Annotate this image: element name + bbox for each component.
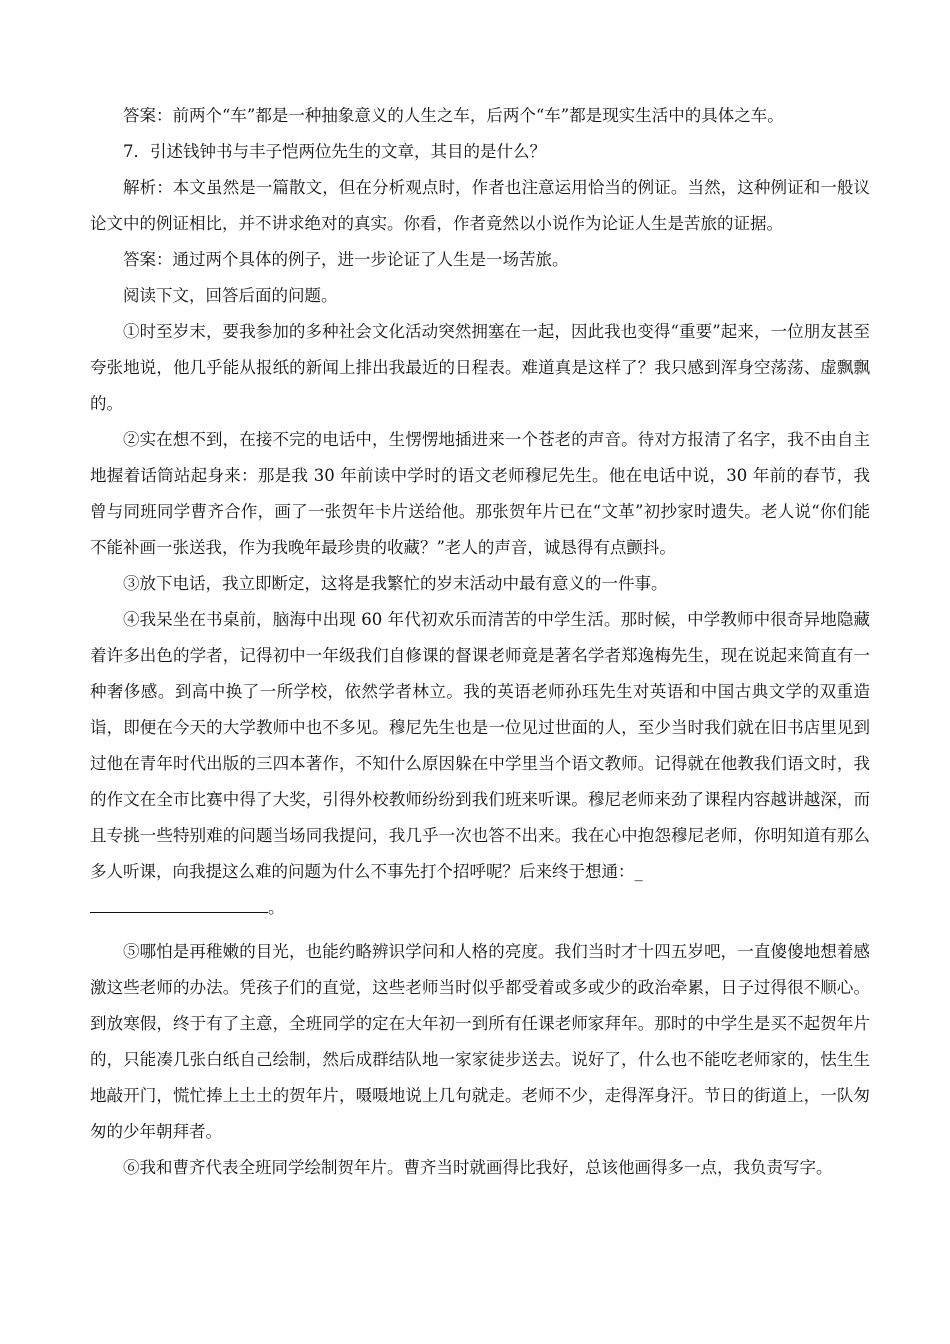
passage-paragraph-6: ⑥我和曹齐代表全班同学绘制贺年片。曹齐当时就画得比我好，总该他画得多一点，我负责写字。 <box>123 1158 833 1177</box>
paragraph-gap <box>90 926 870 934</box>
passage-paragraph-3: ③放下电话，我立即断定，这将是我繁忙的岁末活动中最有意义的一件事。 <box>123 574 668 593</box>
passage-paragraph-1: ①时至岁末，要我参加的多种社会文化活动突然拥塞在一起，因此我也变得“重要”起来，一位朋友甚至夸张地说，他几乎能从报纸的新闻上排出我最近的日程表。难道真是这样了？我只感到浑身空荡荡、虚飘飘的。 <box>90 322 870 413</box>
document-page <box>90 98 870 1186</box>
passage-paragraph-5: ⑤哪怕是再稚嫩的目光，也能约略辨识学问和人格的亮度。我们当时才十四五岁吧，一直傻傻地想着感激这些老师的办法。凭孩子们的直觉，这些老师当时似乎都受着或多或少的政治牵累，日子过得很不顺心。到放寒假，终于有了主意，全班同学的定在大年初一到所有任课老师家拜年。那时的中学生是买不起贺年片的，只能凑几张白纸自己绘制，然后成群结队地一家家徒步送去。说好了，什么也不能吃老师家的，怯生生地敲开门，慌忙捧上土土的贺年片，嗫嗫地说上几句就走。老师不少，走得浑身汗。节日的街道上，一队匆匆的少年朝拜者。 <box>90 942 870 1141</box>
reading-instruction: 阅读下文，回答后面的问题。 <box>123 286 338 305</box>
answer-blank[interactable] <box>90 892 268 913</box>
passage-paragraph-4: ④我呆坐在书桌前，脑海中出现 60 年代初欢乐而清苦的中学生活。那时候，中学教师中很奇异地隐藏着许多出色的学者，记得初中一年级我们自修课的督课老师竟是著名学者郑逸梅先生，现在说起来简直有一种奢侈感。到高中换了一所学校，依然学者林立。我的英语老师孙珏先生对英语和中国古典文学的双重造诣，即便在今天的大学教师中也不多见。穆尼先生也是一位见过世面的人，至少当时我们就在旧书店里见到过他在青年时代出版的三四本著作，不知什么原因躲在中学里当个语文教师。记得就在他教我们语文时，我的作文在全市比赛中得了大奖，引得外校教师纷纷到我们班来听课。穆尼老师来劲了课程内容越讲越深，而且专挑一些特别难的问题当场同我提问，我几乎一次也答不出来。我在心中抱怨穆尼老师，你明知道有那么多人听课，向我提这么难的问题为什么不事先打个招呼呢？后来终于想通：_ <box>90 610 870 881</box>
question-7: 7．引述钱钟书与丰子恺两位先生的文章，其目的是什么？ <box>123 142 546 161</box>
fill-in-blank-line <box>90 890 870 926</box>
answer-paragraph-1: 答案：前两个“车”都是一种抽象意义的人生之车，后两个“车”都是现实生活中的具体之车。 <box>123 106 784 125</box>
answer-paragraph-2: 答案：通过两个具体的例子，进一步论证了人生是一场苦旅。 <box>123 250 569 269</box>
blank-end-mark: 。 <box>268 898 285 917</box>
analysis-paragraph: 解析：本文虽然是一篇散文，但在分析观点时，作者也注意运用恰当的例证。当然，这种例证和一般议论文中的例证相比，并不讲求绝对的真实。你看，作者竟然以小说作为论证人生是苦旅的证据。 <box>90 178 870 233</box>
passage-paragraph-2: ②实在想不到，在接不完的电话中，生愣愣地插进来一个苍老的声音。待对方报清了名字，我不由自主地握着话筒站起身来：那是我 30 年前读中学时的语文老师穆尼先生。他在电话中说，30 年前的春节，我曾与同班同学曹齐合作，画了一张贺年卡片送给他。那张贺年片已在“文革”初抄家时遗失。老人说“你们能不能补画一张送我，作为我晚年最珍贵的收藏？”老人的声音，诚恳得有点颤抖。 <box>90 430 870 557</box>
